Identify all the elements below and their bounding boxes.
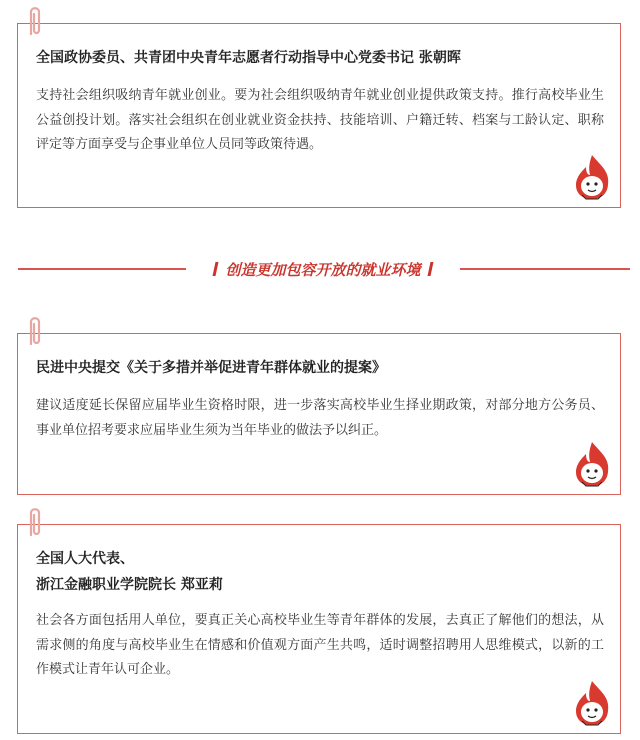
statement-card [17, 333, 621, 495]
paperclip-icon [24, 314, 46, 350]
title-bar-right [427, 262, 433, 276]
statement-card [17, 524, 621, 734]
paperclip-icon [24, 4, 46, 40]
card-title-line2: 浙江金融职业学院院长 郑亚莉 [36, 577, 223, 593]
card-title: 全国政协委员、共青团中央青年志愿者行动指导中心党委书记 张朝晖 [36, 50, 461, 66]
paperclip-icon [24, 505, 46, 541]
section-title-text: 创造更加包容开放的就业环境 [225, 261, 421, 279]
flame-mascot-icon [570, 440, 614, 488]
statement-card [17, 23, 621, 208]
card-title-line1: 全国人大代表、 [36, 551, 134, 567]
section-title [186, 257, 460, 283]
card-title: 民进中央提交《关于多措并举促进青年群体就业的提案》 [36, 360, 386, 376]
flame-mascot-icon [570, 153, 614, 201]
section-header [0, 255, 640, 285]
flame-mascot-icon [570, 679, 614, 727]
card-body: 建议适度延长保留应届毕业生资格时限，进一步落实高校毕业生择业期政策，对部分地方公务员、事业单位招考要求应届毕业生须为当年毕业的做法予以纠正。 [36, 398, 604, 438]
card-body: 支持社会组织吸纳青年就业创业。要为社会组织吸纳青年就业创业提供政策支持。推行高校毕业生公益创投计划。落实社会组织在创业就业资金扶持、技能培训、户籍迁转、档案与工龄认定、职称评定等方面享受与企事业单位人员同等政策待遇。 [36, 88, 604, 152]
card-body: 社会各方面包括用人单位，要真正关心高校毕业生等青年群体的发展，去真正了解他们的想法，从需求侧的角度与高校毕业生在情感和价值观方面产生共鸣，适时调整招聘用人思维模式，以新的工作模式让青年认可企业。 [36, 613, 604, 677]
title-bar-left [213, 262, 219, 276]
